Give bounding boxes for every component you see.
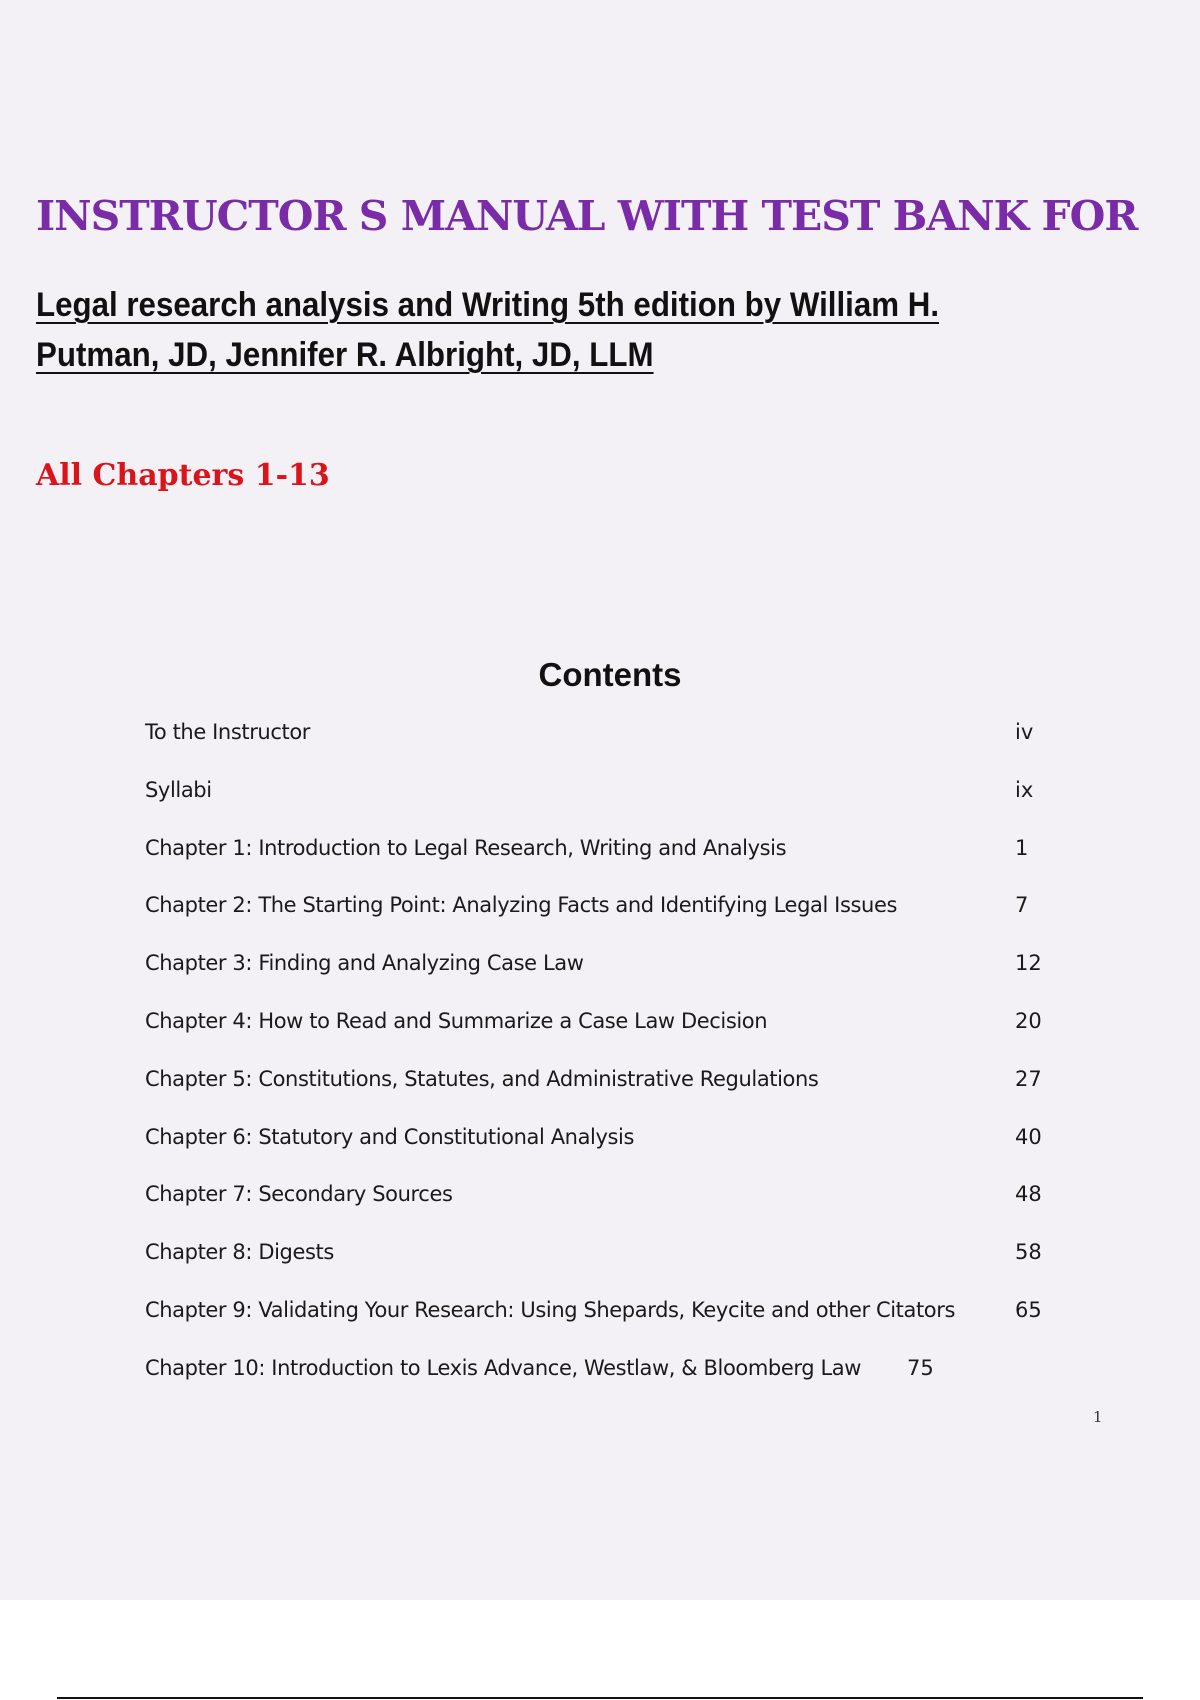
toc-entry [145, 1298, 1045, 1356]
toc-entry-page: 1 [1015, 835, 1029, 860]
toc-entry-title: Chapter 9: Validating Your Research: Using Shepards, Keycite and other Citators [145, 1297, 956, 1322]
toc-entry [145, 1356, 1045, 1414]
toc-entry-title: Chapter 8: Digests [145, 1240, 334, 1265]
toc-entry [145, 720, 1045, 778]
toc-entry [145, 1067, 1045, 1125]
toc-entry [145, 1182, 1045, 1240]
toc-entry-title: Chapter 2: The Starting Point: Analyzing Facts and Identifying Legal Issues [145, 893, 898, 918]
toc-entry-page: 20 [1015, 1008, 1042, 1033]
toc-entry-title: Syllabi [145, 777, 212, 802]
chapters-range: All Chapters 1-13 [36, 458, 330, 493]
toc-entry-title: Chapter 7: Secondary Sources [145, 1182, 453, 1207]
document-subtitle: Legal research analysis and Writing 5th edition by William H. Putman, JD, Jennifer R. Albright, JD, LLM [36, 286, 940, 374]
toc-entry-title: Chapter 3: Finding and Analyzing Case Law [145, 951, 584, 976]
toc-entry-page: 58 [1015, 1240, 1042, 1265]
toc-entry-title: Chapter 1: Introduction to Legal Research, Writing and Analysis [145, 835, 787, 860]
document-title: INSTRUCTOR S MANUAL WITH TEST BANK FOR [36, 192, 1138, 240]
toc-entry-page: iv [1015, 720, 1034, 744]
toc-entry-title: Chapter 10: Introduction to Lexis Advance, Westlaw, & Bloomberg Law [145, 1355, 861, 1380]
toc-entry-page: 48 [1015, 1182, 1042, 1207]
toc-entry [145, 893, 1045, 951]
footer-divider [57, 1697, 1143, 1699]
toc-entry-title: To the Instructor [145, 720, 311, 744]
toc-entry [145, 778, 1045, 836]
toc-entry-title: Chapter 6: Statutory and Constitutional Analysis [145, 1124, 635, 1149]
toc-entry-page: 12 [1015, 951, 1042, 976]
page-number: 1 [1093, 1408, 1103, 1426]
toc-entry-page: 7 [1015, 893, 1029, 918]
toc-entry [145, 1009, 1045, 1067]
toc-entry-title: Chapter 4: How to Read and Summarize a Case Law Decision [145, 1008, 768, 1033]
toc-entry-page: 75 [907, 1355, 934, 1380]
toc-entry [145, 836, 1045, 894]
toc-entry-page: ix [1015, 777, 1034, 802]
toc-entry [145, 1125, 1045, 1183]
toc-entry [145, 1240, 1045, 1298]
table-of-contents [145, 720, 1045, 1414]
toc-entry [145, 951, 1045, 1009]
toc-entry-title: Chapter 5: Constitutions, Statutes, and Administrative Regulations [145, 1066, 819, 1091]
toc-entry-page: 40 [1015, 1124, 1042, 1149]
toc-entry-page: 65 [1015, 1297, 1042, 1322]
toc-entry-page: 27 [1015, 1066, 1042, 1091]
contents-heading: Contents [538, 656, 682, 693]
